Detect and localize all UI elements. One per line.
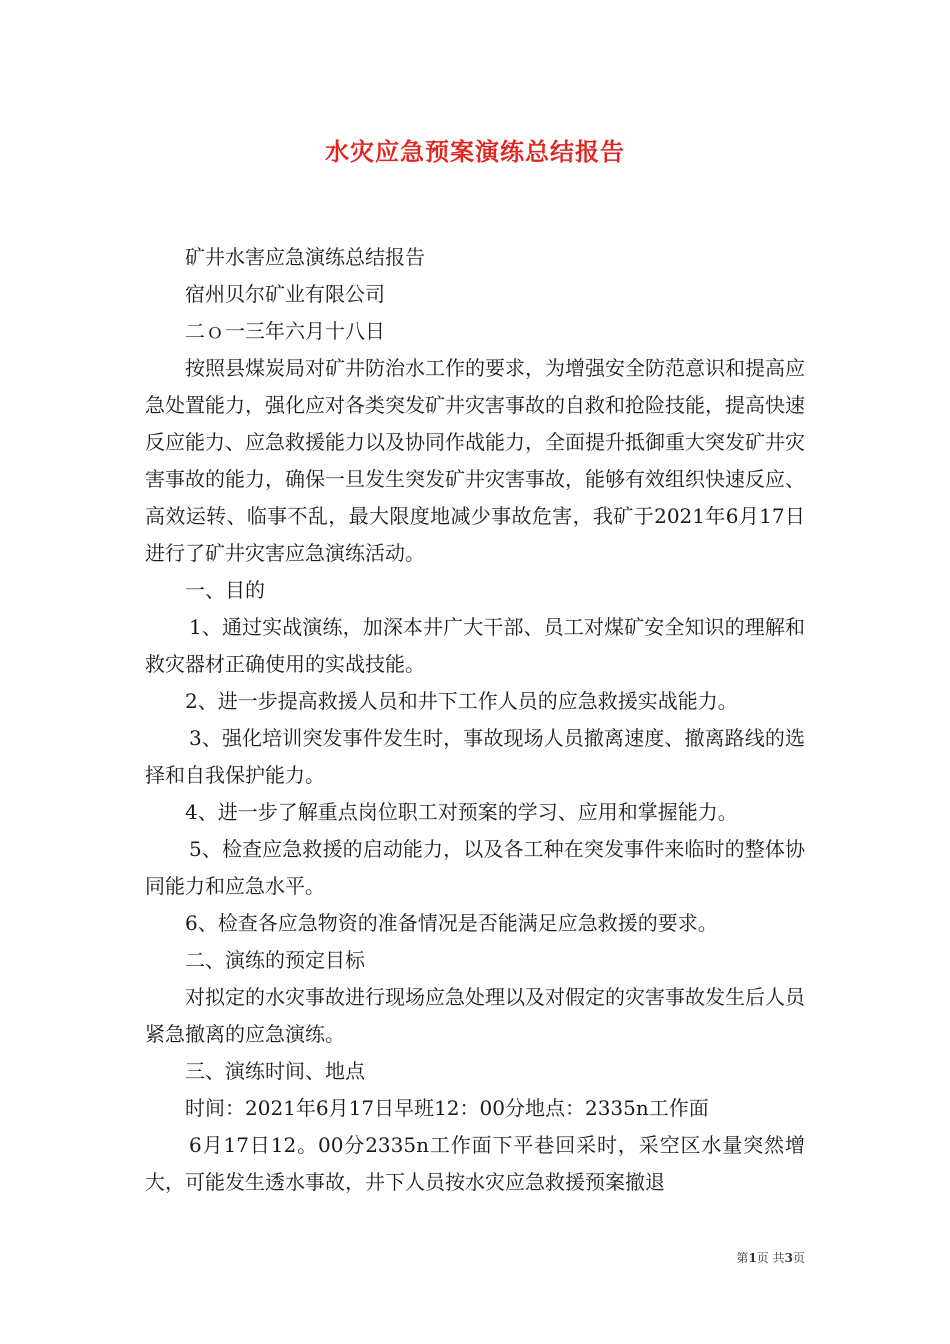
section-heading-time-place: 三、演练时间、地点 (185, 1059, 365, 1083)
paragraph-scenario: 6月17日12。00分2335n工作面下平巷回采时，采空区水量突然增大，可能发生透水事故，井下人员按水灾应急救援预案撤退 (145, 1133, 805, 1194)
paragraph-time-place: 时间：2021年6月17日早班12：00分地点：2335n工作面 (185, 1096, 709, 1120)
purpose-item-3: 3、强化培训突发事件发生时，事故现场人员撤离速度、撤离路线的选择和自我保护能力。 (145, 726, 805, 787)
footer-prefix: 第 (736, 1251, 749, 1265)
paragraph-company: 宿州贝尔矿业有限公司 (185, 282, 385, 306)
document-body (145, 239, 805, 1201)
document-title: 水灾应急预案演练总结报告 (325, 137, 625, 166)
footer-middle: 页 共 (756, 1251, 785, 1265)
purpose-item-1: 1、通过实战演练，加深本井广大干部、员工对煤矿安全知识的理解和救灾器材正确使用的实战技能。 (145, 615, 805, 676)
paragraph-goal: 对拟定的水灾事故进行现场应急处理以及对假定的灾害事故发生后人员紧急撤离的应急演练。 (145, 985, 805, 1046)
section-heading-purpose: 一、目的 (185, 578, 265, 602)
paragraph-subtitle: 矿井水害应急演练总结报告 (185, 245, 425, 269)
purpose-item-2: 2、进一步提高救援人员和井下工作人员的应急救援实战能力。 (185, 689, 738, 713)
paragraph-date: 二ｏ一三年六月十八日 (185, 319, 385, 343)
purpose-item-6: 6、检查各应急物资的准备情况是否能满足应急救援的要求。 (185, 911, 718, 935)
purpose-item-4: 4、进一步了解重点岗位职工对预案的学习、应用和掌握能力。 (185, 800, 738, 824)
page-number-footer (736, 1249, 805, 1266)
paragraph-intro: 按照县煤炭局对矿井防治水工作的要求，为增强安全防范意识和提高应急处置能力，强化应对各类突发矿井灾害事故的自救和抢险技能，提高快速反应能力、应急救援能力以及协同作战能力，全面提升抵御重大突发矿井灾害事故的能力，确保一旦发生突发矿井灾害事故，能够有效组织快速反应、高效运转、临事不乱，最大限度地减少事故危害，我矿于2021年6月17日进行了矿井灾害应急演练活动。 (145, 356, 805, 565)
purpose-item-5: 5、检查应急救援的启动能力，以及各工种在突发事件来临时的整体协同能力和应急水平。 (145, 837, 805, 898)
footer-current-page: 1 (748, 1251, 757, 1265)
section-heading-goal: 二、演练的预定目标 (185, 948, 365, 972)
footer-total-pages: 3 (784, 1251, 793, 1265)
footer-suffix: 页 (792, 1251, 805, 1265)
